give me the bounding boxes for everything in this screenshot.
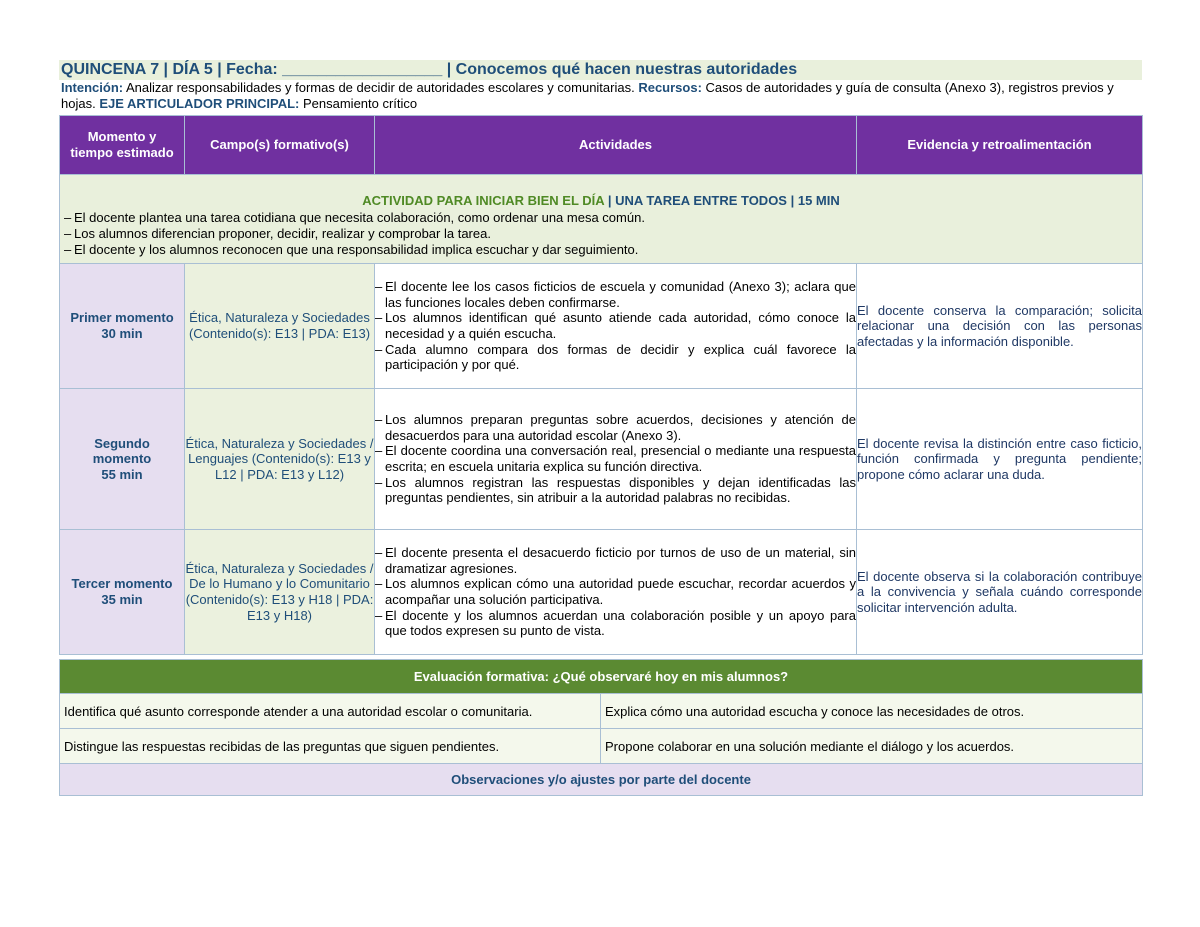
header-activities: Actividades [375, 116, 857, 175]
page-title: QUINCENA 7 | DÍA 5 | Fecha: __________________ | Conocemos qué hacen nuestras autoridades [61, 61, 798, 78]
list-item: – Los alumnos diferencian proponer, decidir, realizar y comprobar la tarea. [64, 226, 491, 241]
evidence-cell: El docente conserva la comparación; solicita relacionar una decisión con las personas afectadas y la información disponible. [857, 264, 1143, 389]
list-item: – El docente lee los casos ficticios de escuela y comunidad (Anexo 3); aclara que las funciones locales deben confirmarse. [375, 279, 856, 310]
header-campo: Campo(s) formativo(s) [185, 116, 375, 175]
resources-text: Casos de autoridades y guía de consulta (Anexo 3), registros previos y hojas. [61, 80, 1114, 111]
activities-cell [375, 264, 857, 389]
activities-cell [375, 389, 857, 530]
axis-label: EJE ARTICULADOR PRINCIPAL: [99, 96, 300, 111]
list-item: – El docente y los alumnos acuerdan una colaboración posible y un apoyo para que todos expresen su punto de vista. [375, 607, 856, 639]
list-item: – Los alumnos explican cómo una autoridad puede escuchar, recordar acuerdos y acompañar una solución participativa. [375, 576, 856, 607]
evidence-cell: El docente revisa la distinción entre caso ficticio, función confirmada y pregunta pendiente; propone cómo aclarar una duda. [857, 389, 1143, 530]
intent-paragraph [61, 80, 1142, 112]
evaluation-criterion: Propone colaborar en una solución mediante el diálogo y los acuerdos. [601, 729, 1143, 764]
evaluation-criterion: Identifica qué asunto corresponde atender a una autoridad escolar o comunitaria. [60, 694, 601, 729]
evidence-cell: El docente observa si la colaboración contribuye a la convivencia y señala cuándo corresponde solicitar intervención adulta. [857, 530, 1143, 655]
intent-text: Analizar responsabilidades y formas de decidir de autoridades escolares y comunitarias. [123, 80, 639, 95]
moment-cell: Segundo momento 55 min [60, 389, 185, 530]
observations-row: Observaciones y/o ajustes por parte del docente [60, 764, 1143, 796]
campo-cell: Ética, Naturaleza y Sociedades / De lo Humano y lo Comunitario (Contenido(s): E13 y H18 | PDA: E13 y H18) [185, 530, 375, 655]
inicio-list [60, 210, 1142, 257]
list-item: – Los alumnos preparan preguntas sobre acuerdos, decisiones y atención de desacuerdos para una autoridad escolar (Anexo 3). [375, 412, 856, 443]
moment-cell: Tercer momento 35 min [60, 530, 185, 655]
header-moment: Momento y tiempo estimado [60, 116, 185, 175]
campo-cell: Ética, Naturaleza y Sociedades (Contenido(s): E13 | PDA: E13) [185, 264, 375, 389]
list-item: – El docente coordina una conversación real, presencial o mediante una respuesta escrita; en escuela unitaria explica su función directiva. [375, 443, 856, 474]
activities-cell [375, 530, 857, 655]
header-evidence: Evidencia y retroalimentación [857, 116, 1143, 175]
list-item: – El docente presenta el desacuerdo ficticio por turnos de uso de un material, sin dramatizar agresiones. [375, 545, 856, 576]
evaluation-table [59, 659, 1143, 796]
inicio-cell [60, 175, 1143, 264]
list-item: – El docente plantea una tarea cotidiana que necesita colaboración, como ordenar una mesa común. [64, 210, 645, 226]
list-item: – Los alumnos registran las respuestas disponibles y dejan identificadas las preguntas pendientes, sin atribuir a la autoridad palabras no recibidas. [375, 474, 856, 506]
table-header-row [60, 116, 1143, 175]
inicio-row [60, 175, 1143, 264]
table-row [60, 389, 1143, 530]
evaluation-criterion: Distingue las respuestas recibidas de las preguntas que siguen pendientes. [60, 729, 601, 764]
list-item: – El docente y los alumnos reconocen que una responsabilidad implica escuchar y dar seguimiento. [64, 241, 639, 257]
evaluation-title: Evaluación formativa: ¿Qué observaré hoy en mis alumnos? [60, 660, 1143, 694]
resources-label: Recursos: [638, 80, 702, 95]
campo-cell: Ética, Naturaleza y Sociedades / Lenguajes (Contenido(s): E13 y L12 | PDA: E13 y L12) [185, 389, 375, 530]
inicio-title [60, 193, 1142, 209]
evaluation-criterion: Explica cómo una autoridad escucha y conoce las necesidades de otros. [601, 694, 1143, 729]
axis-text: Pensamiento crítico [299, 96, 418, 111]
list-item: – Los alumnos identifican qué asunto atiende cada autoridad, cómo conoce la necesidad y a quién escucha. [375, 310, 856, 341]
moment-cell: Primer momento 30 min [60, 264, 185, 389]
intent-label: Intención: [61, 80, 124, 95]
lesson-plan-table [59, 115, 1143, 655]
inicio-title-rest: | UNA TAREA ENTRE TODOS | 15 MIN [604, 192, 840, 208]
list-item: – Cada alumno compara dos formas de decidir y explica cuál favorece la participación y por qué. [375, 341, 856, 373]
table-row [60, 264, 1143, 389]
inicio-title-green: ACTIVIDAD PARA INICIAR BIEN EL DÍA [362, 192, 605, 208]
table-row [60, 530, 1143, 655]
